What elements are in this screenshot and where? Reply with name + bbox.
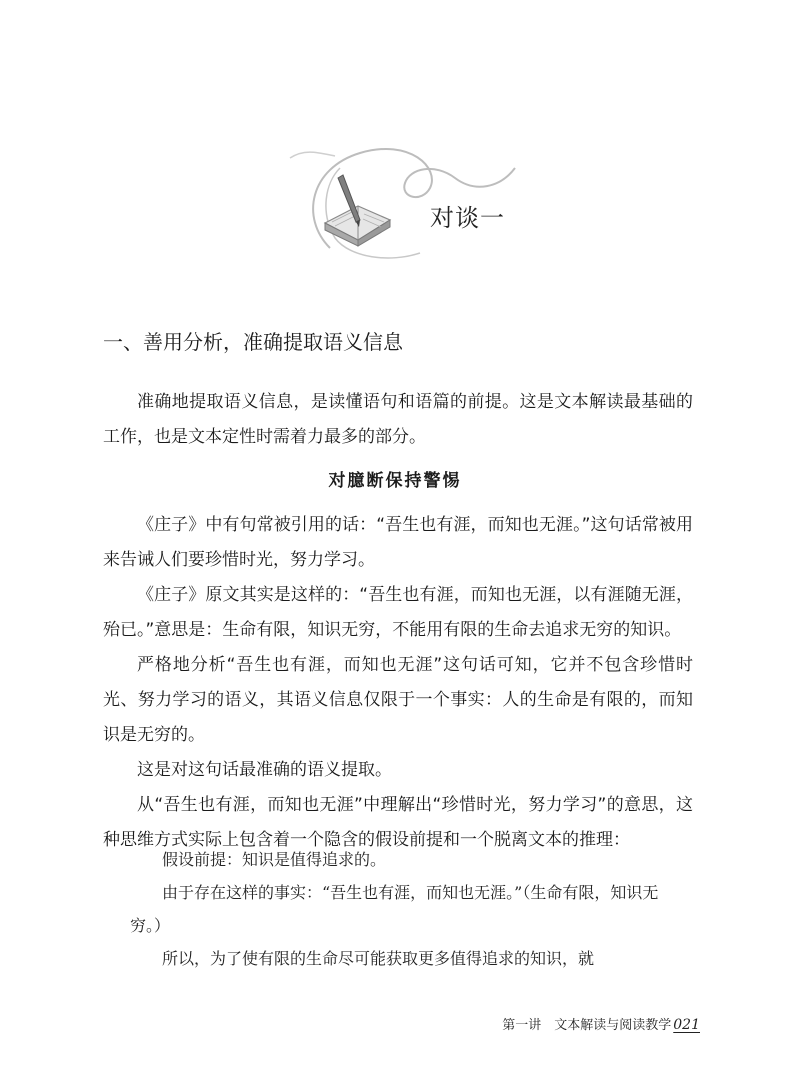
section-intro-paragraph: 准确地提取语义信息，是读懂语句和语篇的前提。这是文本解读最基础的工作，也是文本定性时需着力最多的部分。	[103, 392, 693, 447]
paragraph: 《庄子》原文其实是这样的：“吾生也有涯，而知也无涯，以有涯随无涯，殆已。”意思是：生命有限，知识无穷，不能用有限的生命去追求无穷的知识。	[103, 585, 693, 640]
subsection-title: 对臆断保持警惕	[328, 471, 462, 491]
quote-line: 由于存在这样的事实：“吾生也有涯，而知也无涯。”（生命有限，知识无穷。）	[130, 883, 659, 935]
chapter-title: 对谈一	[430, 204, 505, 232]
reasoning-quote-block	[130, 843, 670, 975]
footer-chapter-label: 第一讲 文本解读与阅读教学	[502, 1018, 672, 1033]
page-footer	[0, 1014, 700, 1033]
quote-line: 所以，为了使有限的生命尽可能获取更多值得追求的知识，就	[162, 949, 595, 968]
paragraph: 从“吾生也有涯，而知也无涯”中理解出“珍惜时光，努力学习”的意思，这种思维方式实际上包含着一个隐含的假设前提和一个脱离文本的推理：	[103, 795, 693, 850]
body-paragraphs	[103, 508, 693, 858]
paragraph: 严格地分析“吾生也有涯，而知也无涯”这句话可知，它并不包含珍惜时光、努力学习的语义，其语义信息仅限于一个事实：人的生命是有限的，而知识是无穷的。	[103, 655, 693, 745]
paragraph: 《庄子》中有句常被引用的话：“吾生也有涯，而知也无涯。”这句话常被用来告诫人们要珍惜时光，努力学习。	[103, 515, 693, 570]
quote-line: 假设前提：知识是值得追求的。	[162, 850, 387, 869]
paragraph: 这是对这句话最准确的语义提取。	[137, 760, 392, 780]
section-heading: 一、善用分析，准确提取语义信息	[103, 330, 403, 354]
page-number: 021	[673, 1017, 700, 1033]
